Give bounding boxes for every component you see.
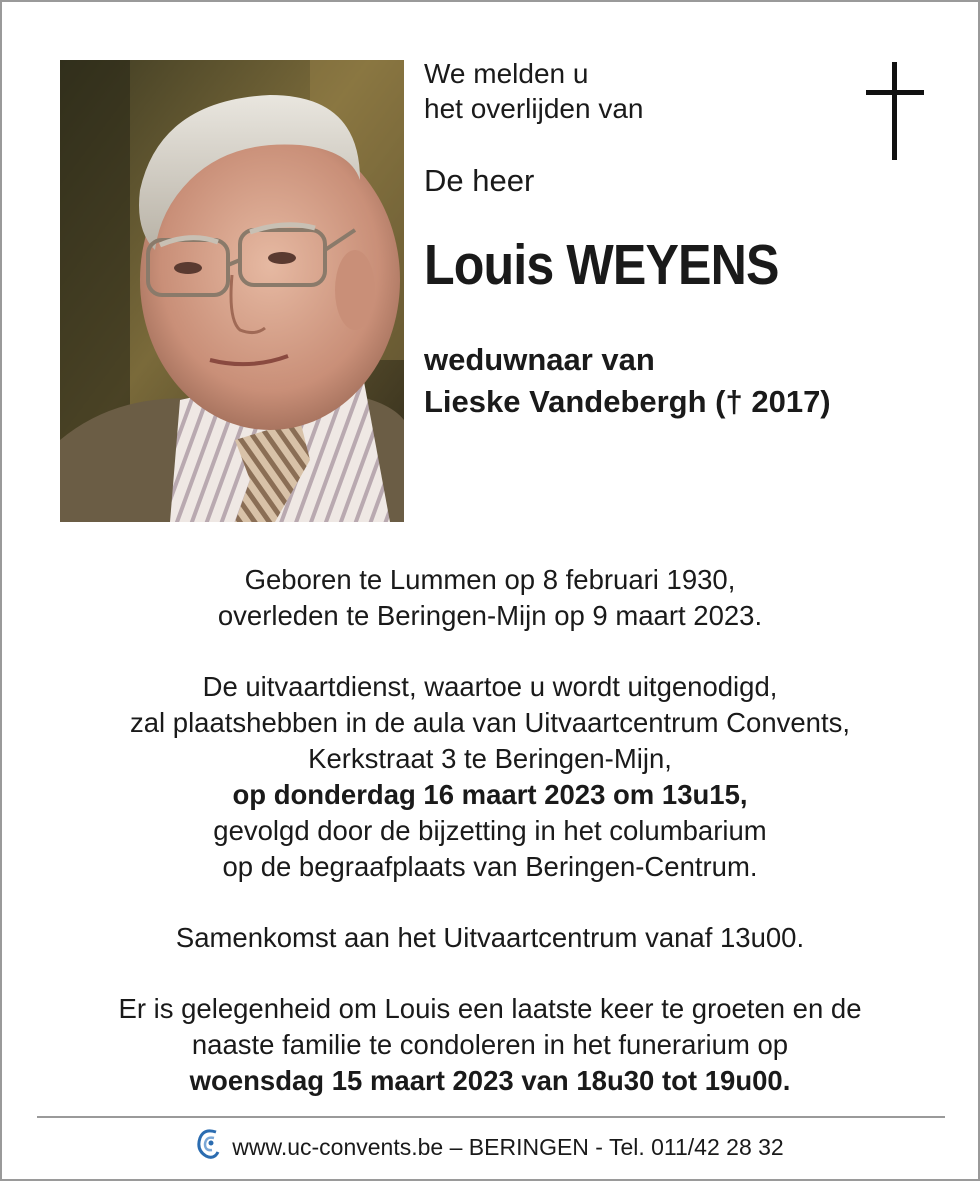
service-line-3: Kerkstraat 3 te Beringen-Mijn, — [308, 743, 672, 774]
service-line-1: De uitvaartdienst, waartoe u wordt uitgenodigd, — [202, 671, 778, 702]
service-line-6: op de begraafplaats van Beringen-Centrum. — [222, 851, 758, 882]
honorific: De heer — [424, 163, 535, 198]
footer-contact[interactable]: www.uc-convents.be – BERINGEN - Tel. 011/42 28 32 — [232, 1133, 784, 1160]
visitation-date: woensdag 15 maart 2023 van 18u30 tot 19u00. — [189, 1065, 791, 1096]
relation-line-1: weduwnaar van — [424, 342, 655, 377]
portrait-photo — [60, 60, 404, 522]
birth-line: Geboren te Lummen op 8 februari 1930, — [244, 564, 736, 595]
service-line-5: gevolgd door de bijzetting in het columbarium — [213, 815, 767, 846]
intro-text — [424, 56, 643, 126]
intro-line-2: het overlijden van — [424, 93, 644, 124]
footer — [2, 1126, 978, 1167]
service-date: op donderdag 16 maart 2023 om 13u15, — [232, 779, 748, 810]
service-line-2: zal plaatshebben in de aula van Uitvaartcentrum Convents, — [129, 707, 850, 738]
notice-body — [2, 562, 978, 1099]
visitation-line-1: Er is gelegenheid om Louis een laatste keer te groeten en de — [118, 993, 862, 1024]
footer-divider — [37, 1116, 945, 1118]
intro-line-1: We melden u — [424, 58, 589, 89]
cross-icon — [866, 62, 924, 165]
gathering-line: Samenkomst aan het Uitvaartcentrum vanaf 13u00. — [175, 922, 805, 953]
portrait-image — [60, 60, 404, 522]
visitation-line-2: naaste familie te condoleren in het funerarium op — [191, 1029, 789, 1060]
relation-line-2: Lieske Vandebergh († 2017) — [424, 384, 831, 419]
funeral-home-logo-icon — [196, 1126, 220, 1167]
deceased-name: Louis WEYENS — [424, 233, 779, 297]
death-line: overleden te Beringen-Mijn op 9 maart 2023. — [217, 600, 763, 631]
relation-text — [424, 339, 831, 423]
